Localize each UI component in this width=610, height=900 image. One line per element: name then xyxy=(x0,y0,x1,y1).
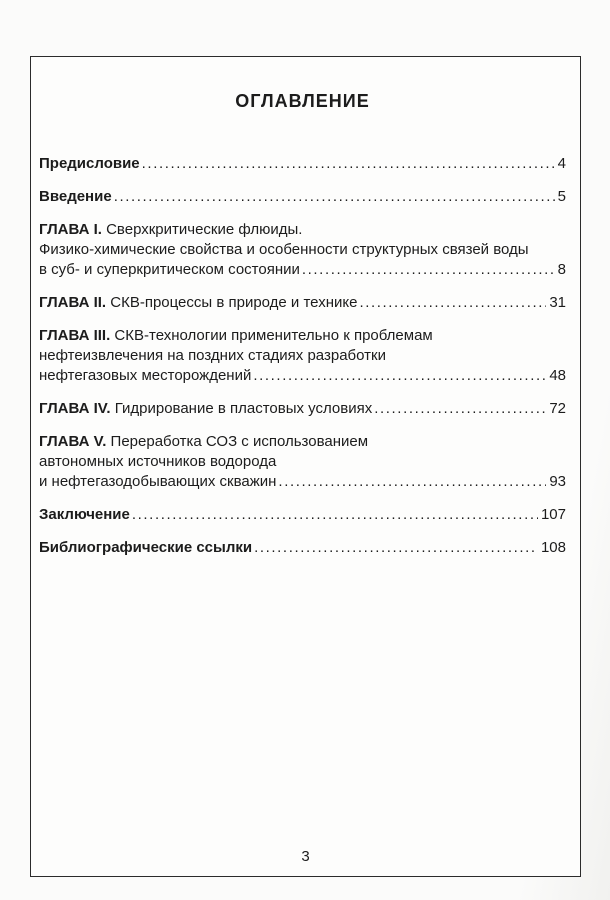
toc-entry-title: Сверхкритические флюиды. xyxy=(101,221,303,238)
toc-entry-title: автономных источников водорода xyxy=(39,453,277,470)
toc-entry-label: ГЛАВА IV. xyxy=(39,400,111,417)
toc-entry-page: 93 xyxy=(549,473,566,490)
toc-entry-line xyxy=(39,472,566,492)
toc-entry-line xyxy=(39,240,566,260)
dot-leader xyxy=(359,293,546,313)
toc-entry-title: и нефтегазодобывающих скважин xyxy=(39,473,277,490)
toc-entry-page: 5 xyxy=(557,188,566,205)
toc-entry xyxy=(39,399,566,419)
toc-entry-label: ГЛАВА III. xyxy=(39,327,111,344)
toc-entry-page: 108 xyxy=(540,539,566,556)
dot-leader xyxy=(278,472,546,492)
toc-entry xyxy=(39,505,566,525)
toc-entry-line xyxy=(39,538,566,558)
toc-entry-label: ГЛАВА I. xyxy=(39,221,102,238)
toc-entry xyxy=(39,293,566,313)
toc-entry-page: 48 xyxy=(549,367,566,384)
toc-entry-page: 72 xyxy=(549,400,566,417)
toc-entry-label: Заключение xyxy=(39,506,130,523)
dot-leader xyxy=(254,538,538,558)
toc-entry-line xyxy=(39,187,566,207)
toc-entry-page: 107 xyxy=(540,506,566,523)
toc-entry-label: ГЛАВА II. xyxy=(39,294,107,311)
toc-entry-title: Переработка СОЗ с использованием xyxy=(106,433,369,450)
page-title: ОГЛАВЛЕНИЕ xyxy=(235,91,370,111)
toc-entry xyxy=(39,187,566,207)
toc-entry-title: СКВ-технологии применительно к проблемам xyxy=(110,327,433,344)
page-number: 3 xyxy=(301,848,310,865)
page-border-frame xyxy=(30,56,581,877)
toc-entry-line xyxy=(39,220,566,240)
toc-entry-line xyxy=(39,366,566,386)
toc-entry xyxy=(39,326,566,386)
toc-entry xyxy=(39,538,566,558)
toc-entry xyxy=(39,432,566,492)
toc-entry-line xyxy=(39,432,566,452)
toc-entry-title: Гидрирование в пластовых условиях xyxy=(110,400,373,417)
dot-leader xyxy=(253,366,546,386)
toc-entry-line xyxy=(39,293,566,313)
page-content xyxy=(31,57,580,558)
dot-leader xyxy=(142,154,555,174)
toc-entry xyxy=(39,220,566,280)
toc-entry-label: Введение xyxy=(39,188,112,205)
dot-leader xyxy=(132,505,538,525)
toc-entry-title: Физико-химические свойства и особенности структурных связей воды xyxy=(39,241,529,258)
toc-entry xyxy=(39,154,566,174)
toc-entry-title: нефтегазовых месторождений xyxy=(39,367,252,384)
toc-entry-page: 31 xyxy=(549,294,566,311)
toc-entry-line xyxy=(39,346,566,366)
toc-list xyxy=(39,154,566,558)
toc-entry-title: нефтеизвлечения на поздних стадиях разработки xyxy=(39,347,386,364)
toc-entry-line xyxy=(39,399,566,419)
toc-entry-line xyxy=(39,505,566,525)
toc-entry-page: 4 xyxy=(557,155,566,172)
toc-entry-line xyxy=(39,154,566,174)
dot-leader xyxy=(302,260,555,280)
toc-entry-label: Библиографические ссылки xyxy=(39,539,253,556)
toc-entry-line xyxy=(39,452,566,472)
toc-entry-title: СКВ-процессы в природе и технике xyxy=(106,294,358,311)
toc-entry-label: ГЛАВА V. xyxy=(39,433,107,450)
toc-entry-title: в суб- и суперкритическом состоянии xyxy=(39,261,300,278)
toc-entry-line xyxy=(39,260,566,280)
toc-entry-line xyxy=(39,326,566,346)
dot-leader xyxy=(114,187,555,207)
dot-leader xyxy=(374,399,546,419)
toc-entry-label: Предисловие xyxy=(39,155,140,172)
toc-entry-page: 8 xyxy=(557,261,566,278)
